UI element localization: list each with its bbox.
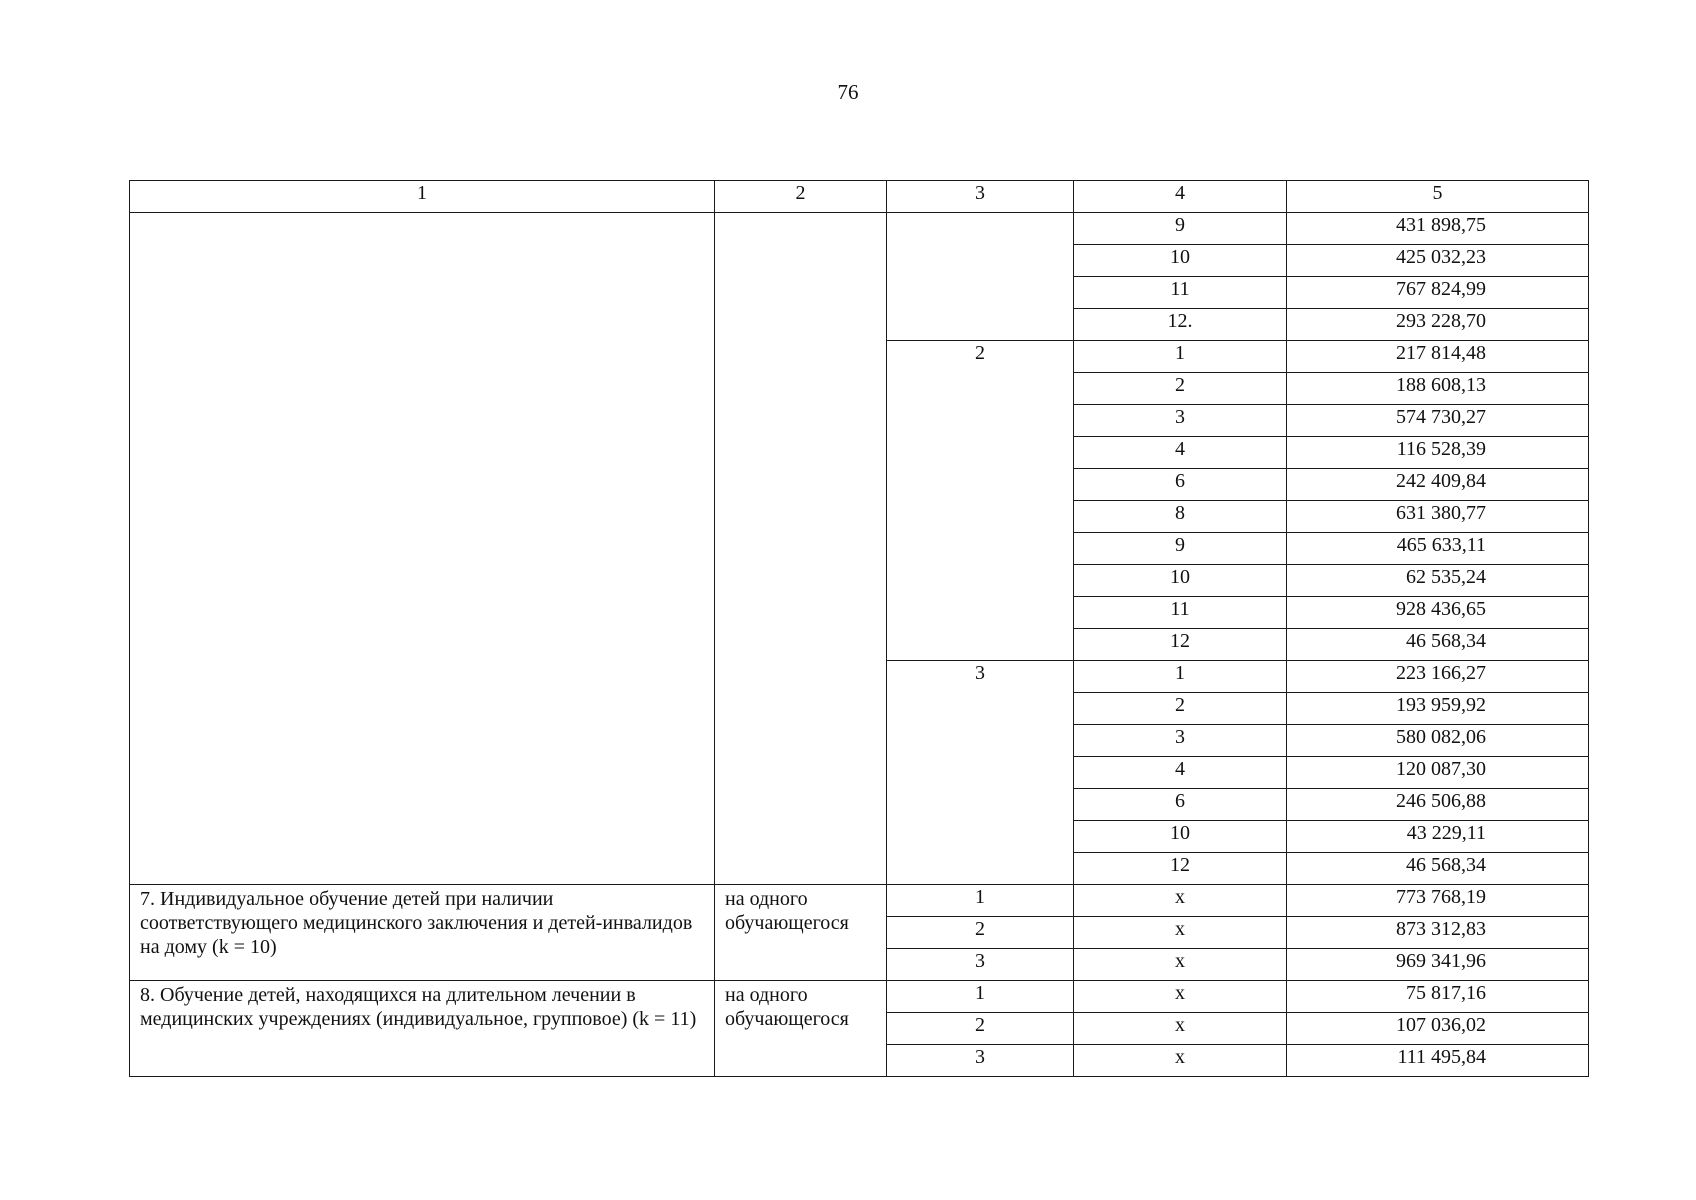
amount-cell: 188 608,13 xyxy=(1287,373,1589,405)
service-7-unit: на одного обучающегося xyxy=(715,885,887,981)
month-cell: 4 xyxy=(1074,437,1287,469)
amount-cell: 223 166,27 xyxy=(1287,661,1589,693)
amount-cell: 293 228,70 xyxy=(1287,309,1589,341)
amount-cell: 767 824,99 xyxy=(1287,277,1589,309)
page-number: 76 xyxy=(837,80,859,104)
amount-cell: 120 087,30 xyxy=(1287,757,1589,789)
amount-cell: 873 312,83 xyxy=(1287,917,1589,949)
group-cell: 1 xyxy=(887,885,1074,917)
amount-cell: 62 535,24 xyxy=(1287,565,1589,597)
amount-cell: 425 032,23 xyxy=(1287,245,1589,277)
month-cell: 3 xyxy=(1074,405,1287,437)
month-cell: 11 xyxy=(1074,597,1287,629)
amount-cell: 928 436,65 xyxy=(1287,597,1589,629)
month-cell: 4 xyxy=(1074,757,1287,789)
month-cell: х xyxy=(1074,1045,1287,1077)
amount-cell: 46 568,34 xyxy=(1287,853,1589,885)
month-cell: х xyxy=(1074,1013,1287,1045)
month-cell: х xyxy=(1074,885,1287,917)
table-row xyxy=(130,213,1589,245)
amount-cell: 193 959,92 xyxy=(1287,693,1589,725)
month-cell: 12 xyxy=(1074,853,1287,885)
group-cell-3: 3 xyxy=(887,661,1074,885)
group-cell-2: 2 xyxy=(887,341,1074,661)
month-cell: х xyxy=(1074,981,1287,1013)
table-header-row xyxy=(130,181,1589,213)
month-cell: 12 xyxy=(1074,629,1287,661)
group-cell: 3 xyxy=(887,949,1074,981)
month-cell: 3 xyxy=(1074,725,1287,757)
amount-cell: 75 817,16 xyxy=(1287,981,1589,1013)
table-row xyxy=(130,981,1589,1013)
service-8-name: 8. Обучение детей, находящихся на длительном лечении в медицинских учреждениях (индивидуальное, групповое) (k = 11) xyxy=(130,981,715,1077)
month-cell: 1 xyxy=(1074,661,1287,693)
amount-cell: 773 768,19 xyxy=(1287,885,1589,917)
group-cell: 3 xyxy=(887,1045,1074,1077)
month-cell: 8 xyxy=(1074,501,1287,533)
amount-cell: 116 528,39 xyxy=(1287,437,1589,469)
amount-cell: 43 229,11 xyxy=(1287,821,1589,853)
header-col-1: 1 xyxy=(130,181,715,213)
month-cell: 6 xyxy=(1074,789,1287,821)
amount-cell: 242 409,84 xyxy=(1287,469,1589,501)
amount-cell: 46 568,34 xyxy=(1287,629,1589,661)
month-cell: 9 xyxy=(1074,533,1287,565)
month-cell: 1 xyxy=(1074,341,1287,373)
month-cell: 10 xyxy=(1074,565,1287,597)
unit-cell-continued xyxy=(715,213,887,885)
service-name-cell-continued xyxy=(130,213,715,885)
amount-cell: 246 506,88 xyxy=(1287,789,1589,821)
group-cell: 1 xyxy=(887,981,1074,1013)
amount-cell: 217 814,48 xyxy=(1287,341,1589,373)
group-cell: 2 xyxy=(887,917,1074,949)
header-col-5: 5 xyxy=(1287,181,1589,213)
group-cell: 2 xyxy=(887,1013,1074,1045)
group-cell-continued xyxy=(887,213,1074,341)
amount-cell: 107 036,02 xyxy=(1287,1013,1589,1045)
month-cell: х xyxy=(1074,917,1287,949)
month-cell: 2 xyxy=(1074,693,1287,725)
amount-cell: 574 730,27 xyxy=(1287,405,1589,437)
amount-cell: 580 082,06 xyxy=(1287,725,1589,757)
service-7-name: 7. Индивидуальное обучение детей при наличии соответствующего медицинского заключения и детей-инвалидов на дому (k = 10) xyxy=(130,885,715,981)
amount-cell: 111 495,84 xyxy=(1287,1045,1589,1077)
month-cell: 10 xyxy=(1074,821,1287,853)
month-cell: 2 xyxy=(1074,373,1287,405)
amount-cell: 631 380,77 xyxy=(1287,501,1589,533)
month-cell: 6 xyxy=(1074,469,1287,501)
amount-cell: 465 633,11 xyxy=(1287,533,1589,565)
header-col-3: 3 xyxy=(887,181,1074,213)
tariff-table xyxy=(129,180,1589,1077)
table-row xyxy=(130,885,1589,917)
header-col-2: 2 xyxy=(715,181,887,213)
month-cell: 11 xyxy=(1074,277,1287,309)
amount-cell: 969 341,96 xyxy=(1287,949,1589,981)
month-cell: 12. xyxy=(1074,309,1287,341)
amount-cell: 431 898,75 xyxy=(1287,213,1589,245)
month-cell: х xyxy=(1074,949,1287,981)
service-8-unit: на одного обучающегося xyxy=(715,981,887,1077)
month-cell: 9 xyxy=(1074,213,1287,245)
month-cell: 10 xyxy=(1074,245,1287,277)
header-col-4: 4 xyxy=(1074,181,1287,213)
